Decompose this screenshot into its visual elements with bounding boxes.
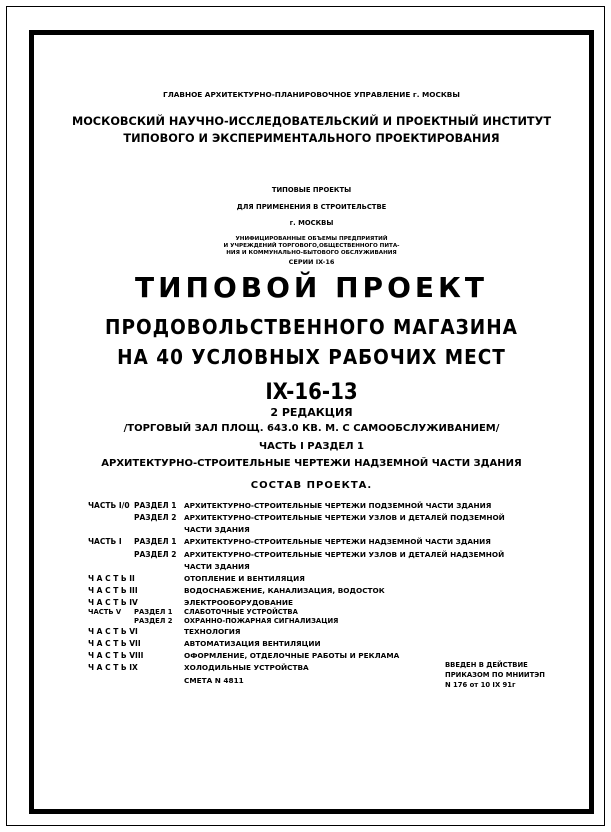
title-main: ТИПОВОЙ ПРОЕКТ — [135, 271, 488, 304]
composition-section: РАЗДЕЛ 1 — [134, 537, 177, 546]
title-subtitle-1: ПРОДОВОЛЬСТВЕННОГО МАГАЗИНА — [105, 315, 518, 339]
composition-item: СЛАБОТОЧНЫЕ УСТРОЙСТВА — [184, 608, 298, 616]
composition-item: АРХИТЕКТУРНО-СТРОИТЕЛЬНЫЕ ЧЕРТЕЖИ УЗЛОВ И ДЕТАЛЕЙ ПОДЗЕМНОЙ — [184, 513, 505, 522]
project-code: IX-16-13 — [265, 380, 358, 405]
composition-item: АВТОМАТИЗАЦИЯ ВЕНТИЛЯЦИИ — [184, 639, 321, 648]
composition-item: ОТОПЛЕНИЕ И ВЕНТИЛЯЦИЯ — [184, 574, 305, 583]
part-label: ЧАСТЬ I РАЗДЕЛ 1 — [259, 441, 364, 452]
composition-part: ЧАСТЬ I/0 — [88, 501, 130, 510]
enactment-line-2: ПРИКАЗОМ ПО МНИИТЭП — [445, 671, 545, 679]
section-title: АРХИТЕКТУРНО-СТРОИТЕЛЬНЫЕ ЧЕРТЕЖИ НАДЗЕМНОЙ ЧАСТИ ЗДАНИЯ — [101, 458, 522, 469]
composition-item: ЭЛЕКТРООБОРУДОВАНИЕ — [184, 598, 293, 607]
series-line-3: г. МОСКВЫ — [289, 219, 334, 227]
estimate-line: СМЕТА N 4811 — [184, 676, 244, 685]
composition-part: Ч А С Т Ь VIII — [88, 651, 144, 660]
composition-item: ХОЛОДИЛЬНЫЕ УСТРОЙСТВА — [184, 663, 309, 672]
series-line-1: ТИПОВЫЕ ПРОЕКТЫ — [271, 186, 352, 194]
composition-part: Ч А С Т Ь IV — [88, 598, 138, 607]
composition-part: Ч А С Т Ь III — [88, 586, 138, 595]
composition-item: ОФОРМЛЕНИЕ, ОТДЕЛОЧНЫЕ РАБОТЫ И РЕКЛАМА — [184, 651, 400, 660]
page-sheet — [6, 6, 605, 826]
composition-item: АРХИТЕКТУРНО-СТРОИТЕЛЬНЫЕ ЧЕРТЕЖИ УЗЛОВ И ДЕТАЛЕЙ НАДЗЕМНОЙ — [184, 550, 505, 559]
composition-section: РАЗДЕЛ 2 — [134, 550, 177, 559]
enactment-line-3: N 176 от 10 IX 91г — [445, 681, 516, 689]
institute-line-1: МОСКОВСКИЙ НАУЧНО-ИССЛЕДОВАТЕЛЬСКИЙ И ПРОЕКТНЫЙ ИНСТИТУТ — [71, 115, 552, 128]
composition-part: Ч А С Т Ь VII — [88, 639, 141, 648]
composition-section: РАЗДЕЛ 2 — [134, 513, 177, 522]
composition-part: ЧАСТЬ I — [88, 537, 122, 546]
composition-section: РАЗДЕЛ 1 — [134, 608, 173, 616]
edition: 2 РЕДАКЦИЯ — [270, 406, 353, 419]
composition-section: РАЗДЕЛ 1 — [134, 501, 177, 510]
composition-item: ВОДОСНАБЖЕНИЕ, КАНАЛИЗАЦИЯ, ВОДОСТОК — [184, 586, 385, 595]
composition-item: ЧАСТИ ЗДАНИЯ — [184, 562, 250, 571]
composition-item: ТЕХНОЛОГИЯ — [184, 627, 241, 636]
composition-item: ЧАСТИ ЗДАНИЯ — [184, 525, 250, 534]
composition-item: ОХРАННО-ПОЖАРНАЯ СИГНАЛИЗАЦИЯ — [184, 617, 339, 625]
composition-part: Ч А С Т Ь VI — [88, 627, 138, 636]
composition-section: РАЗДЕЛ 2 — [134, 617, 173, 625]
title-subtitle-2: НА 40 УСЛОВНЫХ РАБОЧИХ МЕСТ — [117, 345, 506, 369]
composition-item: АРХИТЕКТУРНО-СТРОИТЕЛЬНЫЕ ЧЕРТЕЖИ ПОДЗЕМНОЙ ЧАСТИ ЗДАНИЯ — [184, 501, 492, 510]
composition-heading: СОСТАВ ПРОЕКТА. — [250, 480, 373, 491]
series-line-5: И УЧРЕЖДЕНИЙ ТОРГОВОГО,ОБЩЕСТВЕННОГО ПИТА- — [223, 243, 400, 249]
enactment-line-1: ВВЕДЕН В ДЕЙСТВИЕ — [445, 661, 528, 669]
series-line-2: ДЛЯ ПРИМЕНЕНИЯ В СТРОИТЕЛЬСТВЕ — [236, 203, 387, 211]
composition-part: ЧАСТЬ V — [88, 608, 122, 616]
composition-item: АРХИТЕКТУРНО-СТРОИТЕЛЬНЫЕ ЧЕРТЕЖИ НАДЗЕМНОЙ ЧАСТИ ЗДАНИЯ — [184, 537, 491, 546]
composition-part: Ч А С Т Ь IX — [88, 663, 138, 672]
series-line-6: НИЯ И КОММУНАЛЬНО-БЫТОВОГО ОБСЛУЖИВАНИЯ — [226, 250, 397, 256]
series-line-4: УНИФИЦИРОВАННЫЕ ОБЪЕМЫ ПРЕДПРИЯТИЙ — [235, 236, 388, 242]
institute-line-2: ТИПОВОГО И ЭКСПЕРИМЕНТАЛЬНОГО ПРОЕКТИРОВАНИЯ — [123, 132, 500, 145]
directorate-line: ГЛАВНОЕ АРХИТЕКТУРНО-ПЛАНИРОВОЧНОЕ УПРАВЛЕНИЕ г. МОСКВЫ — [163, 90, 460, 99]
area-note: /ТОРГОВЫЙ ЗАЛ ПЛОЩ. 643.0 КВ. М. С САМООБСЛУЖИВАНИЕМ/ — [123, 423, 500, 434]
composition-part: Ч А С Т Ь II — [88, 574, 135, 583]
series-line-7: СЕРИИ IX-16 — [288, 258, 335, 266]
title-frame — [29, 30, 594, 814]
